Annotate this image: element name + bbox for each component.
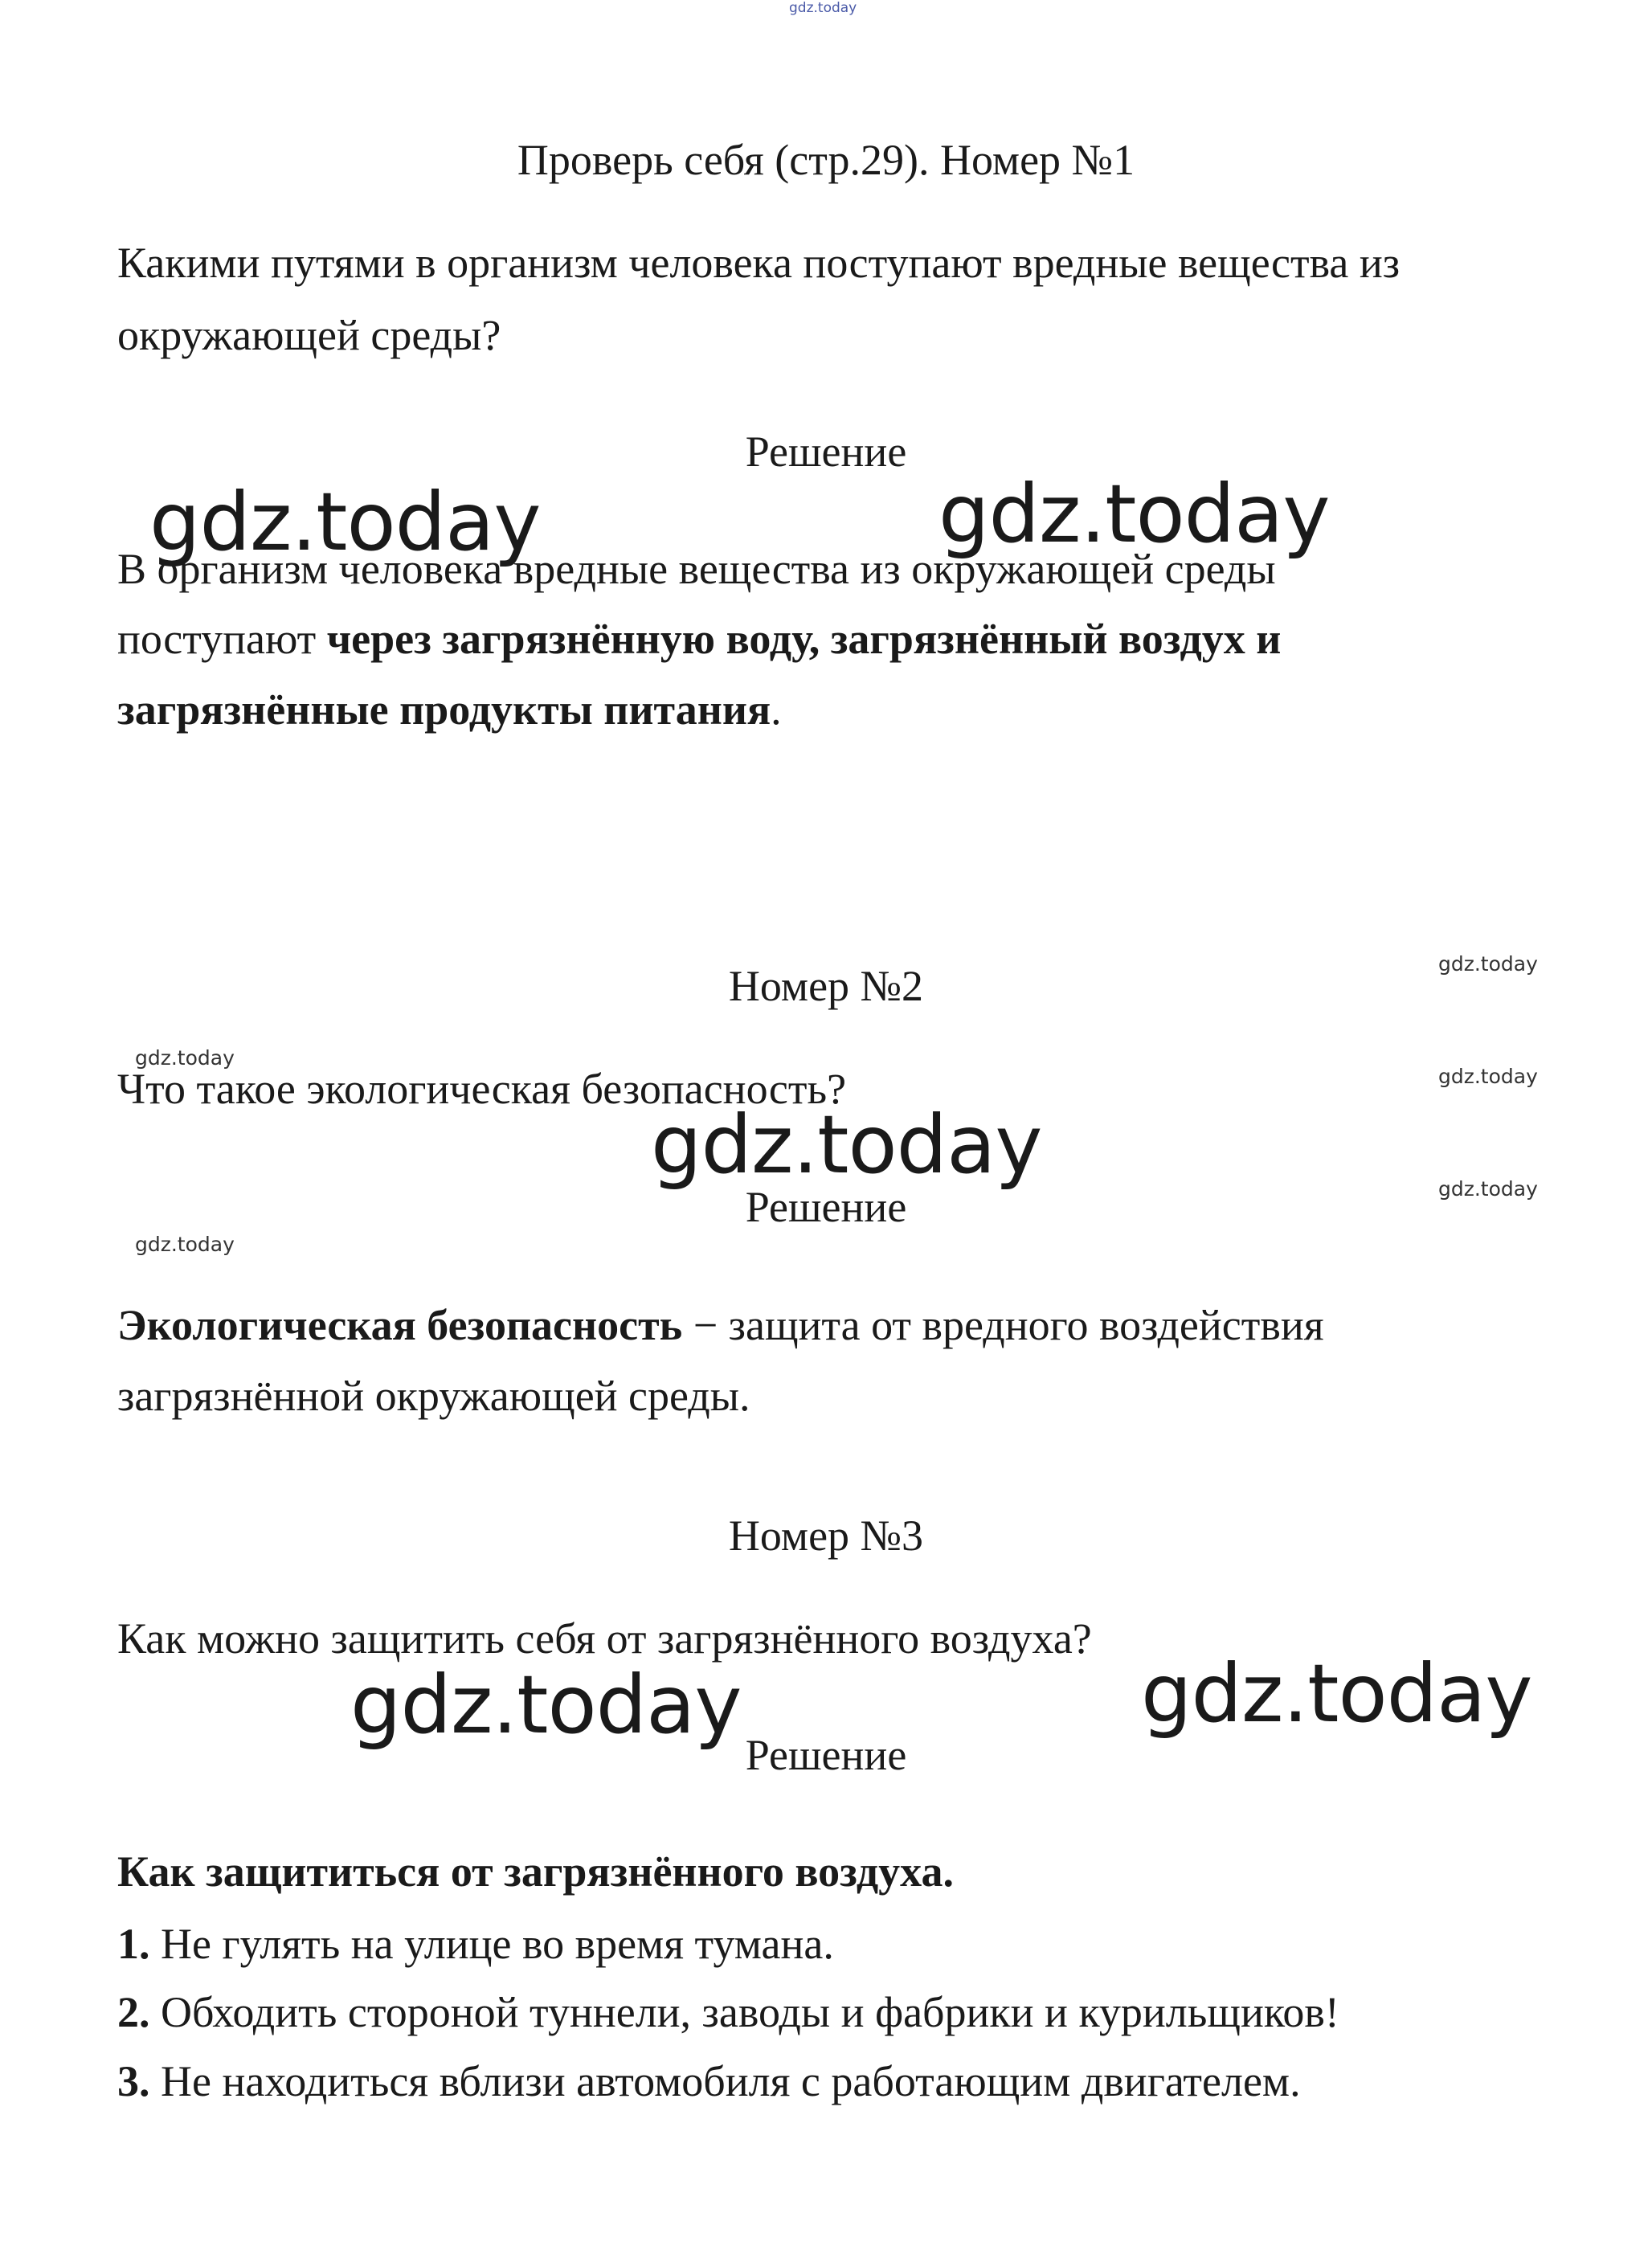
section1-answer-line3-bold: загрязнённые продукты питания [117,685,771,734]
section3-solution-label: Решение [745,1731,907,1779]
section2-heading: Номер №2 [728,962,924,1010]
watermark-large: gdz.today [1141,1647,1532,1741]
section1-answer-line3-end: . [771,685,782,734]
section1-answer-line3 [117,685,782,734]
list-item-number: 3. [117,2057,150,2105]
list-item [117,1990,1339,2034]
watermark-small: gdz.today [1438,1065,1538,1088]
section3-heading: Номер №3 [728,1512,924,1560]
list-item-number: 1. [117,1920,150,1968]
section1-solution-label: Решение [745,428,907,476]
watermark-small: gdz.today [1438,1177,1538,1201]
list-item [117,1922,834,1966]
section2-solution-label: Решение [745,1183,907,1231]
section3-question: Как можно защитить себя от загрязнённого воздуха? [117,1614,1092,1663]
watermark-large: gdz.today [149,475,541,569]
section1-question-line2: окружающей среды? [117,311,501,359]
watermark-small: gdz.today [135,1233,235,1256]
section1-answer-line2-bold: через загрязнённую воду, загрязнённый воздух и [326,615,1282,663]
watermark-large: gdz.today [651,1098,1042,1192]
section2-question: Что такое экологическая безопасность? [117,1065,847,1113]
section1-answer-line2 [117,617,1281,661]
section3-answer-title: Как защититься от загрязнённого воздуха. [117,1847,954,1896]
section2-answer-line2: загрязнённой окружающей среды. [117,1372,750,1420]
list-item-text: Не находиться вблизи автомобиля с работающим двигателем. [149,2057,1301,2105]
watermark-small: gdz.today [1438,952,1538,976]
top-watermark: gdz.today [789,0,857,16]
section2-answer-bold: Экологическая безопасность [117,1301,683,1349]
section2-answer-rest: − защита от вредного воздействия [682,1301,1324,1349]
list-item [117,2057,1301,2105]
list-item-text: Не гулять на улице во время тумана. [149,1920,834,1968]
list-item-number: 2. [117,1988,150,2036]
section1-heading: Проверь себя (стр.29). Номер №1 [517,136,1135,184]
section1-question-line1: Какими путями в организм человека поступают вредные вещества из [117,239,1401,287]
section1-answer-line2-normal: поступают [117,615,327,663]
section1-answer-line1: В организм человека вредные вещества из окружающей среды [117,545,1276,593]
list-item-text: Обходить стороной туннели, заводы и фабрики и курильщиков! [149,1988,1339,2036]
watermark-large: gdz.today [350,1658,742,1752]
watermark-large: gdz.today [938,467,1330,561]
section2-answer-line1 [117,1303,1324,1347]
watermark-small: gdz.today [135,1046,235,1070]
